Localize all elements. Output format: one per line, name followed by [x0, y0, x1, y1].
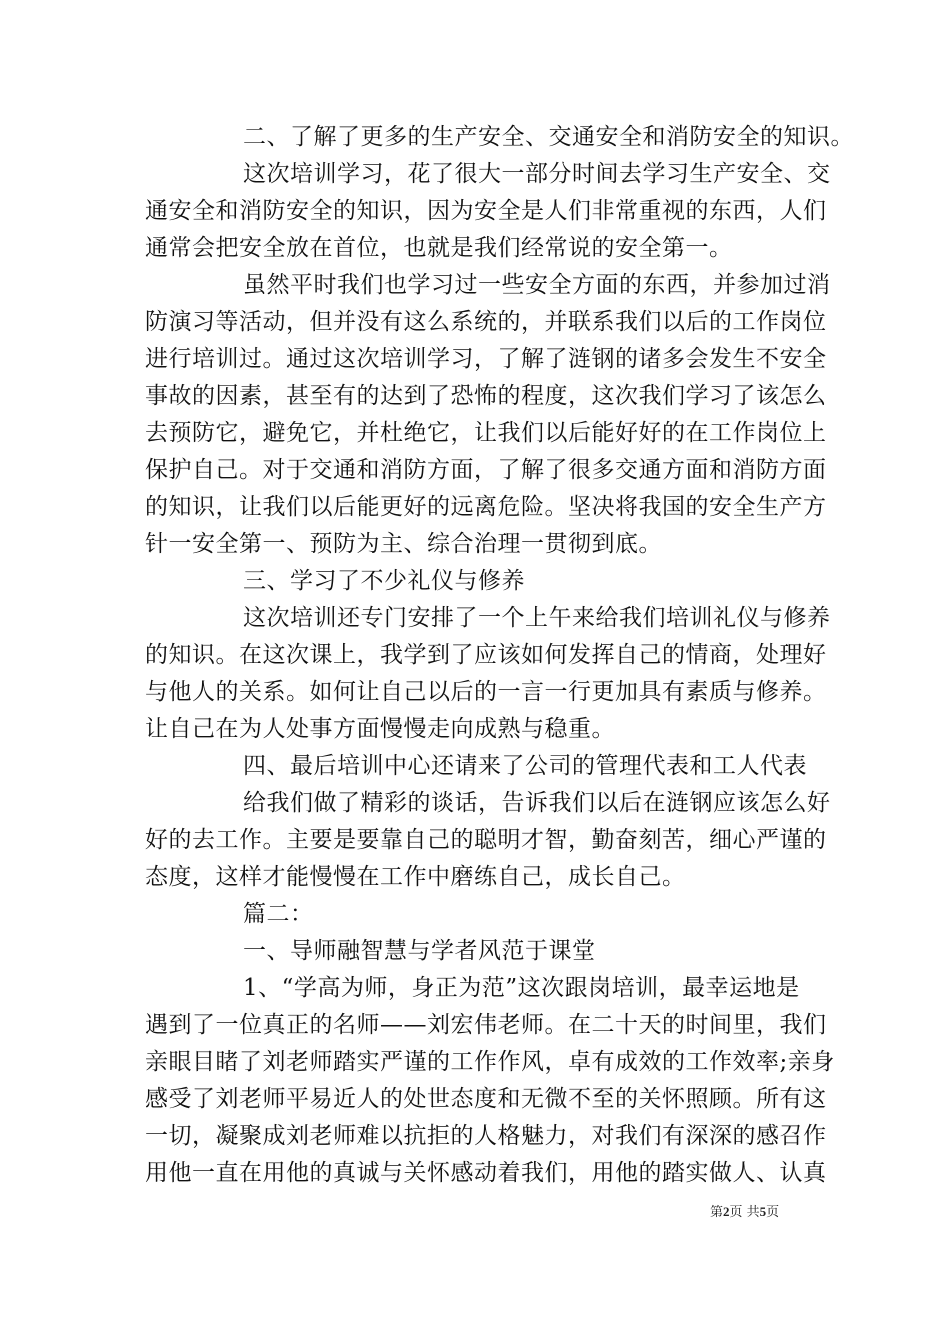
- paragraph-line: 这次培训学习，花了很大一部分时间去学习生产安全、交: [243, 161, 831, 187]
- paragraph-line: 感受了刘老师平易近人的处世态度和无微不至的关怀照顾。所有这: [145, 1086, 827, 1112]
- paragraph-line: 亲眼目睹了刘老师踏实严谨的工作作风，卓有成效的工作效率;亲身: [145, 1049, 835, 1075]
- paragraph-line: 给我们做了精彩的谈话，告诉我们以后在涟钢应该怎么好: [243, 790, 831, 816]
- current-page-number: 2: [723, 1204, 730, 1219]
- section-heading: 一、导师融智慧与学者风范于课堂: [243, 938, 596, 964]
- paragraph-line: 防演习等活动，但并没有这么系统的，并联系我们以后的工作岗位: [145, 309, 827, 335]
- paragraph-line: 事故的因素，甚至有的达到了恐怖的程度，这次我们学习了该怎么: [145, 383, 827, 409]
- paragraph-line: 的知识，让我们以后能更好的远离危险。坚决将我国的安全生产方: [145, 494, 827, 520]
- footer-suffix: 页: [766, 1205, 780, 1220]
- paragraph-line: 去预防它，避免它，并杜绝它，让我们以后能好好的在工作岗位上: [145, 420, 827, 446]
- paragraph-line: 通安全和消防安全的知识，因为安全是人们非常重视的东西，人们: [145, 198, 827, 224]
- paragraph-line: 遇到了一位真正的名师——刘宏伟老师。在二十天的时间里，我们: [145, 1012, 827, 1038]
- paragraph-line: 1、“学高为师，身正为范”这次跟岗培训，最幸运地是: [243, 975, 800, 1001]
- paragraph-line: 虽然平时我们也学习过一些安全方面的东西，并参加过消: [243, 272, 831, 298]
- section-heading: 三、学习了不少礼仪与修养: [243, 568, 525, 594]
- paragraph-line: 好的去工作。主要是要靠自己的聪明才智，勤奋刻苦，细心严谨的: [145, 827, 827, 853]
- paragraph-line: 用他一直在用他的真诚与关怀感动着我们，用他的踏实做人、认真: [145, 1160, 827, 1186]
- footer-middle: 页 共: [729, 1205, 760, 1220]
- paragraph-line: 与他人的关系。如何让自己以后的一言一行更加具有素质与修养。: [145, 679, 827, 705]
- paragraph-line: 的知识。在这次课上，我学到了应该如何发挥自己的情商，处理好: [145, 642, 827, 668]
- paragraph-line: 让自己在为人处事方面慢慢走向成熟与稳重。: [145, 716, 615, 742]
- page-footer: [710, 1203, 779, 1222]
- chapter-heading: 篇二：: [243, 901, 314, 927]
- paragraph-line: 通常会把安全放在首位，也就是我们经常说的安全第一。: [145, 235, 733, 261]
- section-heading: 四、最后培训中心还请来了公司的管理代表和工人代表: [243, 753, 807, 779]
- section-heading: 二、了解了更多的生产安全、交通安全和消防安全的知识。: [243, 124, 854, 150]
- paragraph-line: 进行培训过。通过这次培训学习，了解了涟钢的诸多会发生不安全: [145, 346, 827, 372]
- paragraph-line: 保护自己。对于交通和消防方面，了解了很多交通方面和消防方面: [145, 457, 827, 483]
- paragraph-line: 一切，凝聚成刘老师难以抗拒的人格魅力，对我们有深深的感召作: [145, 1123, 827, 1149]
- total-pages-number: 5: [759, 1204, 767, 1219]
- paragraph-line: 态度，这样才能慢慢在工作中磨练自己，成长自己。: [145, 864, 686, 890]
- paragraph-line: 针一安全第一、预防为主、综合治理一贯彻到底。: [145, 531, 662, 557]
- footer-prefix: 第: [710, 1205, 724, 1220]
- paragraph-line: 这次培训还专门安排了一个上午来给我们培训礼仪与修养: [243, 605, 831, 631]
